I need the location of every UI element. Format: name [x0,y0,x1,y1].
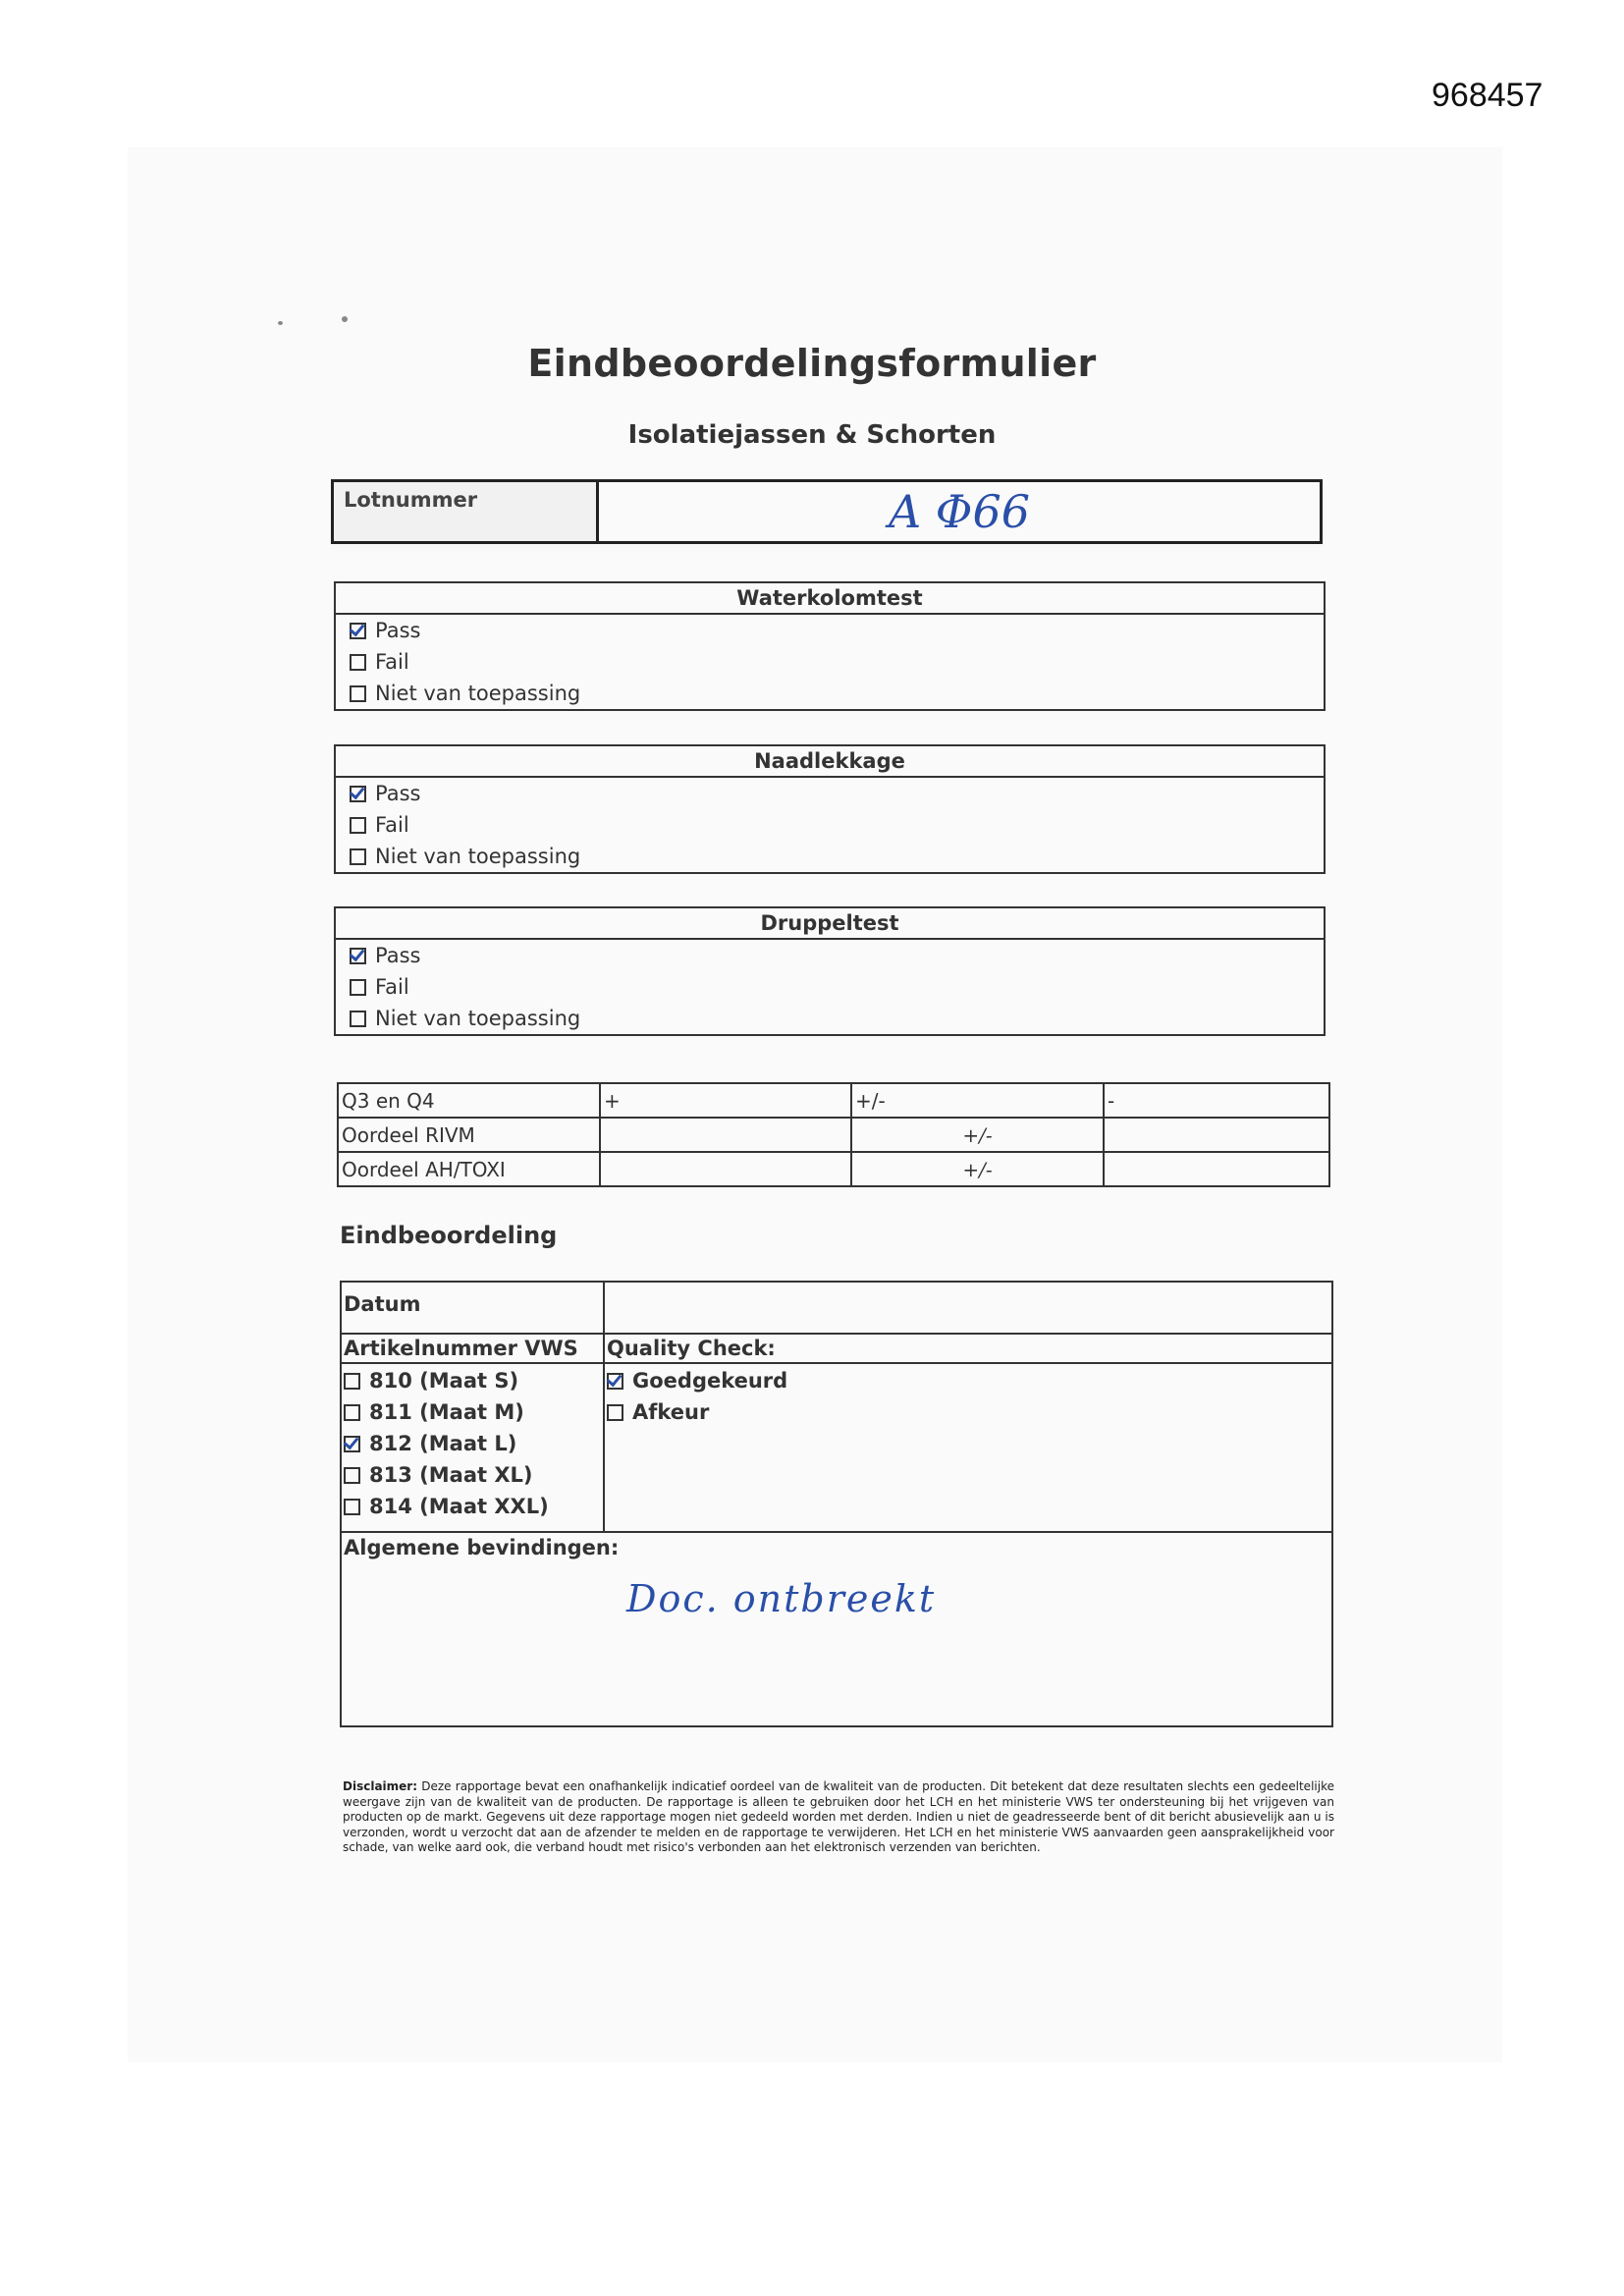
form-subtitle: Isolatiejassen & Schorten [627,420,997,450]
option-label: Niet van toepassing [375,682,581,705]
scan-speck [278,321,283,325]
option-label: Niet van toepassing [375,845,581,868]
artikelnummer-label: Artikelnummer VWS [344,1337,578,1360]
lot-number-row [331,479,1323,544]
option-fail[interactable] [336,809,1324,841]
option-label: 812 (Maat L) [369,1432,517,1455]
lot-number-value[interactable]: A Φ66 [888,485,1031,538]
row-label: Oordeel RIVM [338,1118,600,1152]
scan-speck [342,316,348,322]
cell-plus[interactable] [600,1118,851,1152]
eindbeoordeling-box [340,1281,1333,1727]
checkbox-checked[interactable] [350,623,366,639]
test-box-naadlekkage [334,744,1326,874]
option-niet-van-toepassing[interactable] [336,1003,1324,1034]
option-label: Pass [375,944,421,967]
checkbox-checked[interactable] [350,786,366,802]
option-fail[interactable] [336,646,1324,678]
bevindingen-label: Algemene bevindingen: [344,1536,620,1559]
table-row [338,1118,1329,1152]
option-pass[interactable] [336,778,1324,809]
option-label: Fail [375,975,409,999]
option-niet-van-toepassing[interactable] [336,678,1324,709]
table-row [338,1083,1329,1118]
option-label: Fail [375,650,409,674]
form-title: Eindbeoordelingsformulier [527,342,1097,385]
quality-check-label: Quality Check: [607,1337,776,1360]
header-minus: - [1104,1083,1329,1118]
option-label: Pass [375,619,421,642]
cell-minus[interactable] [1104,1118,1329,1152]
checkbox-checked[interactable] [350,948,366,964]
lot-number-label: Lotnummer [334,482,599,541]
datum-row [342,1283,1331,1335]
document-id: 968457 [1432,77,1543,114]
option-label: Afkeur [632,1400,710,1424]
disclaimer-label: Disclaimer: [343,1779,418,1793]
divider [603,1283,605,1335]
option-label: Goedgekeurd [632,1369,788,1393]
checkbox[interactable] [350,848,366,865]
option-pass[interactable] [336,615,1324,646]
disclaimer [343,1779,1334,1856]
test-box-druppeltest [334,906,1326,1036]
option-label: 814 (Maat XXL) [369,1495,549,1518]
checkbox[interactable] [350,979,366,996]
option-label: Pass [375,782,421,805]
bevindingen-value[interactable]: Doc. ontbreekt [626,1577,937,1620]
cell-minus[interactable] [1104,1152,1329,1186]
section-heading-eindbeoordeling: Eindbeoordeling [340,1222,558,1249]
cell-plus-minus[interactable]: +/- [851,1152,1104,1186]
datum-label: Datum [344,1292,421,1316]
checkbox[interactable] [350,685,366,702]
test-title: Druppeltest [336,908,1324,940]
row-label: Oordeel AH/TOXI [338,1152,600,1186]
option-label: Niet van toepassing [375,1007,581,1030]
header-plus-minus: +/- [851,1083,1104,1118]
checkbox[interactable] [350,1011,366,1027]
option-niet-van-toepassing[interactable] [336,841,1324,872]
header-plus: + [600,1083,851,1118]
option-label: 810 (Maat S) [369,1369,519,1393]
option-label: 811 (Maat M) [369,1400,524,1424]
option-label: 813 (Maat XL) [369,1463,533,1487]
option-label: Fail [375,813,409,837]
row-label: Q3 en Q4 [338,1083,600,1118]
test-box-waterkolomtest [334,581,1326,711]
disclaimer-text: Deze rapportage bevat een onafhankelijk indicatief oordeel van de kwaliteit van de producten. Dit betekent dat deze resultaten slechts een gedeeltelijke weergave zijn van de kwaliteit van de producten. De rapportage is alleen te gebruiken door het LCH en het ministerie VWS ter ondersteuning bij het vrijgeven van producten op de markt. Gegevens uit deze rapportage mogen niet gedeeld worden met derden. Indien u niet de geadresseerde bent of dit bericht abusievelijk aan u is verzonden, wordt u verzocht dat aan de afzender te melden en de rapportage te verwijderen. Het LCH en het ministerie VWS aanvaarden geen aansprakelijkheid voor schade, van welke aard ook, die verband houdt met risico's verbonden aan het elektronisch verzenden van berichten. [343,1779,1334,1854]
cell-plus[interactable] [600,1152,851,1186]
option-pass[interactable] [336,940,1324,971]
checkbox[interactable] [350,817,366,834]
option-fail[interactable] [336,971,1324,1003]
test-title: Naadlekkage [336,746,1324,778]
table-row [338,1152,1329,1186]
checkbox[interactable] [350,654,366,671]
test-title: Waterkolomtest [336,583,1324,615]
cell-plus-minus[interactable]: +/- [851,1118,1104,1152]
artikel-row [342,1364,1331,1533]
q3-q4-table [337,1082,1330,1187]
